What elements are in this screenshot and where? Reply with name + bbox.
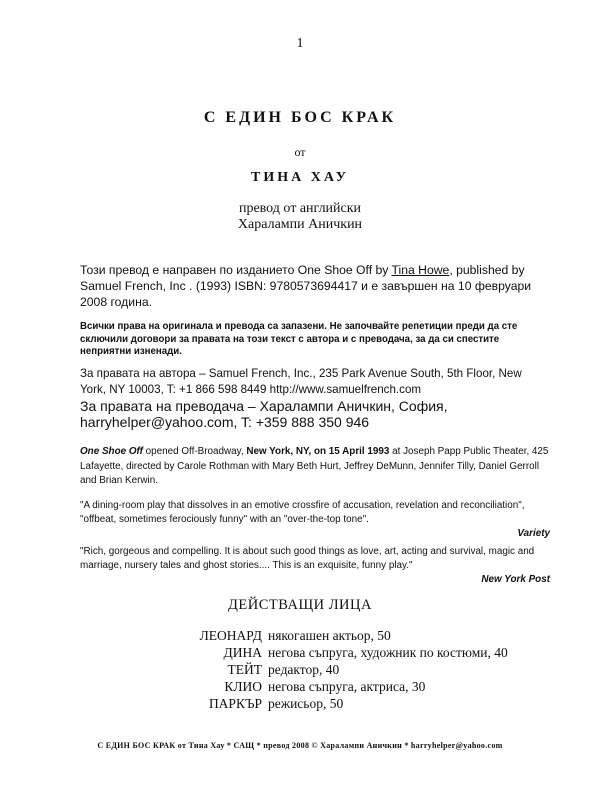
review-source: Variety bbox=[517, 528, 550, 539]
translator-name: Харалампи Аничкин bbox=[237, 217, 363, 232]
premiere-place-date: New York, NY, on 15 April 1993 bbox=[246, 446, 390, 457]
character-desc: някогашен актьор, 50 bbox=[268, 628, 391, 643]
review-quote: "A dining-room play that dissolves in an emotive crossfire of accusation, revelation and reconciliation", "offbeat, sometimes ferociously funny" with an "over-the-top tone". bbox=[80, 500, 525, 525]
character-list bbox=[0, 627, 600, 712]
character-desc: негова съпруга, актриса, 30 bbox=[268, 679, 426, 694]
character-desc: редактор, 40 bbox=[268, 662, 340, 677]
play-title: С ЕДИН БОС КРАК bbox=[203, 109, 397, 126]
character-row bbox=[0, 644, 600, 661]
character-row bbox=[0, 678, 600, 695]
character-name: ТЕЙТ bbox=[227, 662, 262, 677]
character-row bbox=[0, 695, 600, 712]
translator-rights-line: За правата на преводача – Харалампи Аничкин, София, bbox=[80, 398, 448, 414]
character-name: КЛИО bbox=[224, 679, 262, 694]
author-rights-line: За правата на автора – Samuel French, Inc., 235 Park Avenue South, 5th Floor, New York, NY 10003, T: +1 866 598 8449 http://www.samuelfrench.com bbox=[80, 367, 522, 396]
premiere-info bbox=[80, 445, 550, 489]
character-row bbox=[0, 627, 600, 644]
author-link[interactable]: Tina Howe bbox=[391, 263, 450, 277]
premiere-text-2: at Joseph Papp Public Theater, 425 Lafayette, directed by Carole Rothman with Mary Beth Hurt, Jeffrey DeMunn, Jennifer Tilly, Daniel Gerroll and Brian Kerwin. bbox=[80, 446, 549, 486]
character-name: ДИНА bbox=[223, 645, 262, 660]
character-name: ЛЕОНАРД bbox=[199, 628, 262, 643]
edition-note-part2: , published by Samuel French, Inc . (1993) ISBN: 9780573694417 и е завършен на 10 февруари 2008 година. bbox=[80, 263, 532, 309]
play-name: One Shoe Off bbox=[80, 446, 143, 457]
author-name: ТИНА ХАУ bbox=[251, 170, 349, 185]
page-number: 1 bbox=[296, 36, 304, 51]
character-name: ПАРКЪР bbox=[208, 696, 262, 711]
translation-credit bbox=[0, 201, 600, 233]
translator-contact: harryhelper@yahoo.com, T: +359 888 350 946 bbox=[80, 414, 370, 430]
review-quote: "Rich, gorgeous and compelling. It is about such good things as love, art, acting and survival, magic and marriage, nursery tales and ghost stories.... This is an exquisite, funny play." bbox=[80, 546, 535, 571]
character-desc: негова съпруга, художник по костюми, 40 bbox=[268, 645, 508, 660]
character-desc: режисьор, 50 bbox=[268, 696, 344, 711]
page-footer: С ЕДИН БОС КРАК от Тина Хау * САЩ * превод 2008 © Харалампи Аничкин * harryhelper@yahoo.com bbox=[97, 741, 503, 750]
edition-note-part1: Този превод е направен по изданието One Shoe Off by bbox=[80, 263, 392, 277]
character-row bbox=[0, 661, 600, 678]
edition-note bbox=[80, 262, 540, 310]
translation-line-1: превод от английски bbox=[238, 201, 362, 216]
premiere-text-1: opened Off-Broadway, bbox=[142, 446, 247, 457]
reviews bbox=[80, 499, 550, 587]
characters-heading: ДЕЙСТВАЩИ ЛИЦА bbox=[228, 597, 372, 613]
review-source: New York Post bbox=[481, 574, 550, 585]
by-label: от bbox=[294, 145, 306, 159]
rights-contacts bbox=[80, 366, 550, 430]
rights-warning: Всички права на оригинала и превода са запазени. Не започвайте репетиции преди да сте сключили договори за правата на този текст с автора и с преводача, за да си спестите неприятни изненади. bbox=[80, 321, 518, 357]
